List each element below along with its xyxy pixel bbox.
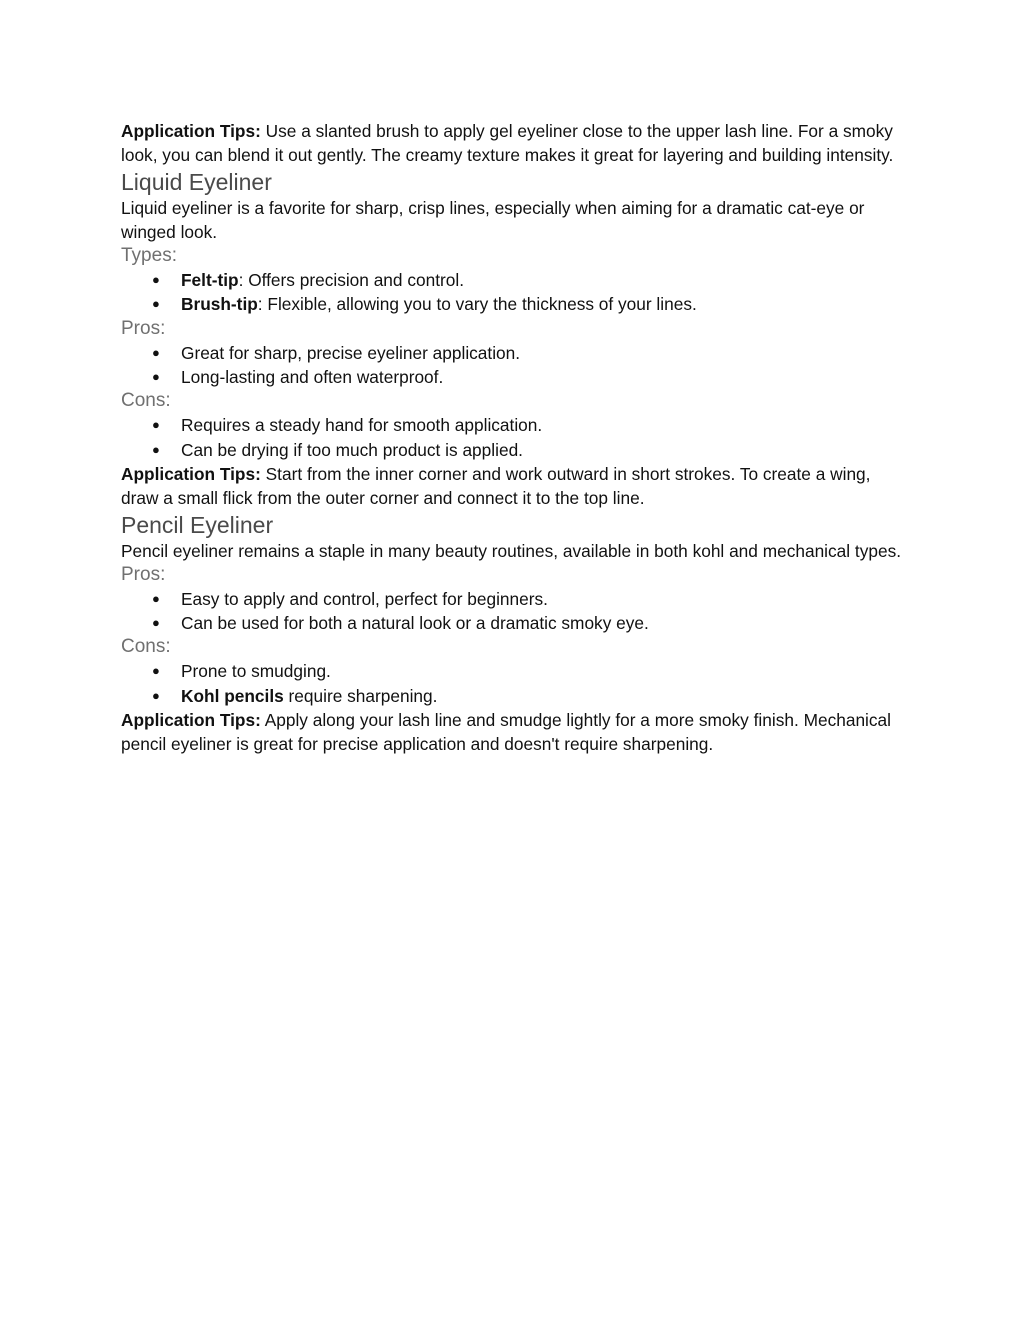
list-item [121, 292, 911, 316]
tips-label: Application Tips: [121, 463, 261, 484]
liquid-eyeliner-heading: Liquid Eyeliner [121, 168, 272, 195]
item-text: require sharpening. [283, 685, 438, 706]
list-item [121, 659, 911, 683]
document-content [121, 119, 911, 757]
pencil-cons-list [121, 659, 911, 708]
list-item [121, 587, 911, 611]
pencil-pros-heading: Pros: [121, 563, 166, 585]
liquid-pros-heading: Pros: [121, 317, 166, 339]
pencil-cons-heading: Cons: [121, 636, 171, 658]
bullet-icon: ● [152, 687, 160, 703]
item-text: Long-lasting and often waterproof. [181, 367, 444, 388]
liquid-intro: Liquid eyeliner is a favorite for sharp, crisp lines, especially when aiming for a dramatic cat-eye or winged look. [121, 197, 865, 242]
list-item [121, 365, 911, 389]
list-item [121, 684, 911, 708]
item-text: Requires a steady hand for smooth application. [181, 415, 543, 436]
tips-label: Application Tips: [121, 121, 261, 141]
list-item [121, 341, 911, 365]
bullet-icon: ● [152, 615, 160, 631]
item-text: Easy to apply and control, perfect for beginners. [181, 588, 548, 609]
gel-application-tips [121, 119, 911, 168]
liquid-types-heading: Types: [121, 245, 177, 267]
liquid-types-list [121, 268, 911, 317]
item-text: Can be drying if too much product is applied. [181, 439, 523, 460]
liquid-cons-list [121, 413, 911, 462]
list-item [121, 413, 911, 437]
list-item [121, 268, 911, 292]
tips-label: Application Tips: [121, 710, 261, 731]
item-text: Prone to smudging. [181, 661, 331, 682]
item-bold: Kohl pencils [181, 685, 284, 706]
pencil-pros-list [121, 587, 911, 636]
list-item [121, 611, 911, 635]
bullet-icon: ● [152, 417, 160, 433]
item-text: : Flexible, allowing you to vary the thickness of your lines. [257, 294, 697, 315]
item-bold: Felt-tip [181, 270, 239, 291]
list-item [121, 438, 911, 462]
bullet-icon: ● [152, 272, 160, 288]
liquid-cons-heading: Cons: [121, 390, 171, 412]
item-bold: Brush-tip [181, 294, 258, 315]
tips-text: Use a slanted brush to apply gel eyeliner close to the upper lash line. For a smoky look, you can blend it out gently. The creamy texture makes it great for layering and building intensity. [121, 121, 894, 166]
pencil-intro: Pencil eyeliner remains a staple in many beauty routines, available in both kohl and mechanical types. [121, 540, 902, 561]
bullet-icon: ● [152, 296, 160, 312]
item-text: : Offers precision and control. [238, 270, 465, 291]
bullet-icon: ● [152, 344, 160, 360]
tips-text: Apply along your lash line and smudge lightly for a more smoky finish. Mechanical pencil eyeliner is great for precise application and doesn't require sharpening. [121, 710, 891, 755]
bullet-icon: ● [152, 590, 160, 606]
liquid-application-tips [121, 462, 911, 511]
pencil-eyeliner-heading: Pencil Eyeliner [121, 511, 274, 538]
tips-text: Start from the inner corner and work outward in short strokes. To create a wing, draw a small flick from the outer corner and connect it to the top line. [121, 463, 871, 509]
bullet-icon: ● [152, 441, 160, 457]
bullet-icon: ● [152, 663, 160, 679]
bullet-icon: ● [152, 369, 160, 385]
item-text: Can be used for both a natural look or a dramatic smoky eye. [181, 613, 649, 634]
item-text: Great for sharp, precise eyeliner application. [181, 342, 521, 363]
pencil-application-tips [121, 708, 911, 757]
liquid-pros-list [121, 341, 911, 390]
